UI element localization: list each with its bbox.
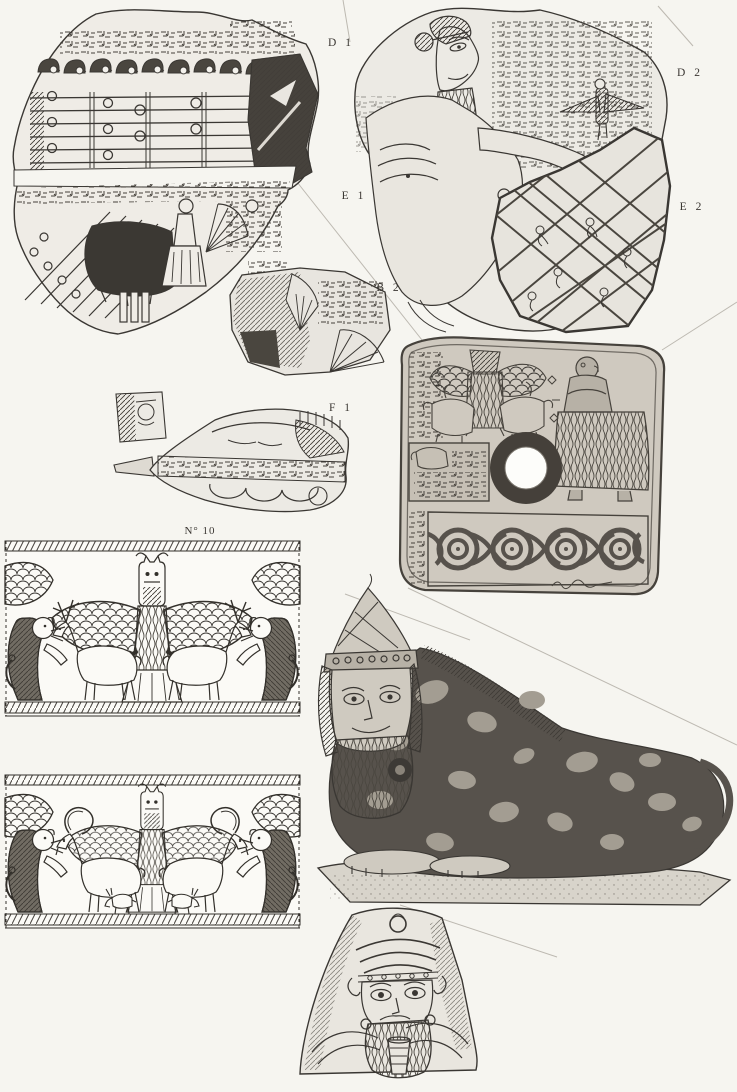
label-f1: F 1 [328, 402, 354, 414]
human-head [319, 574, 422, 818]
figure-frieze-no10-top-panel [5, 541, 300, 716]
figure-perforated-plaque [400, 337, 664, 594]
plaque-hole [490, 432, 562, 504]
small-head-fragment [116, 392, 166, 442]
plaque-inscription-box [409, 443, 489, 501]
label-e2: E 2 [679, 201, 705, 213]
label-d2: D 2 [677, 67, 703, 79]
label-e1: E 1 [341, 190, 367, 202]
label-no10: N° 10 [184, 525, 216, 537]
figure-human-headed-lion [318, 574, 730, 905]
figure-fragment-f1 [114, 392, 348, 512]
label-b2: B 2 [376, 282, 402, 294]
figure-god-with-vase [300, 908, 477, 1078]
label-d1: D 1 [328, 37, 354, 49]
figure-fragment-b2 [230, 268, 390, 375]
figure-frieze-no10-bottom-panel [5, 775, 300, 928]
soldier-helmet-row [38, 59, 268, 75]
